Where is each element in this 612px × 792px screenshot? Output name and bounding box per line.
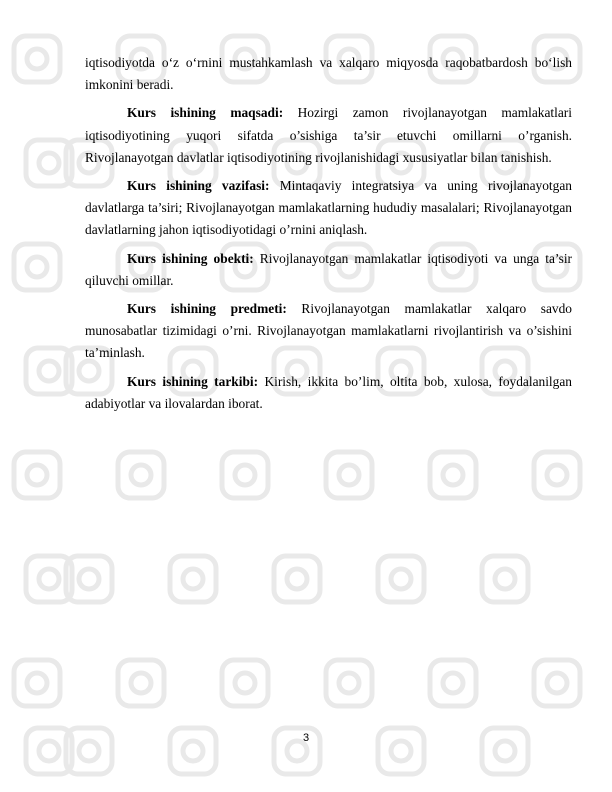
watermark-logo-icon: [20, 342, 78, 400]
paragraph-tasks: [85, 175, 572, 242]
watermark-logo-icon: [268, 722, 326, 780]
paragraph-object: [85, 248, 572, 292]
watermark-logo-icon: [372, 550, 430, 608]
watermark-logo-icon: [216, 446, 274, 504]
watermark-logo-icon: [424, 446, 482, 504]
paragraph-label: Kurs ishining vazifasi:: [127, 178, 270, 194]
paragraph-text: Hozirgi zamon rivojlanayotgan mamlakatlari iqtisodiyotining yuqori sifatda o’sishiga ta’sir etuvchi omillarni o’rganish. Rivojlanayotgan davlatlar iqtisodiyotining rivojlanishidagi xususiyatlar bilan tanishish.: [85, 105, 572, 165]
paragraph-label: Kurs ishining predmeti:: [127, 301, 287, 317]
watermark-logo-icon: [320, 654, 378, 712]
paragraph-intro-continuation: [85, 52, 572, 96]
watermark-logo-icon: [320, 446, 378, 504]
paragraph-label: Kurs ishining tarkibi:: [127, 373, 259, 389]
paragraph-text: Kirish, ikkita bo’lim, oltita bob, xulosa, foydalanilgan adabiyotlar va ilovalardan iborat.: [85, 373, 572, 411]
watermark-logo-icon: [8, 238, 66, 296]
paragraph-text: Mintaqaviy integratsiya va uning rivojlanayotgan davlatlarga ta’siri; Rivojlanayotgan mamlakatlarning hududiy masalalari; Rivojlanayotgan davlatlarning jahon iqtisodiyotidagi o’rnini aniqlash.: [85, 178, 572, 238]
watermark-logo-icon: [20, 722, 78, 780]
watermark-logo-icon: [20, 134, 78, 192]
paragraph-text: Rivojlanayotgan mamlakatlar iqtisodiyoti va unga ta’sir qiluvchi omillar.: [85, 250, 573, 288]
document-body: [85, 52, 572, 421]
watermark-logo-icon: [164, 550, 222, 608]
watermark-logo-icon: [528, 654, 586, 712]
watermark-logo-icon: [112, 654, 170, 712]
page-number: 3: [302, 732, 310, 744]
paragraph-label: Kurs ishining obekti:: [127, 250, 254, 266]
watermark-logo-icon: [528, 446, 586, 504]
paragraph-structure: [85, 371, 572, 415]
watermark-logo-icon: [20, 550, 78, 608]
watermark-logo-icon: [476, 550, 534, 608]
watermark-logo-icon: [8, 446, 66, 504]
watermark-logo-icon: [60, 550, 118, 608]
paragraph-subject: [85, 298, 572, 365]
paragraph-text: iqtisodiyotda o‘z o‘rnini mustahkamlash va xalqaro miqyosda raqobatbardosh bo‘lish imkonini beradi.: [85, 55, 572, 93]
watermark-logo-icon: [60, 722, 118, 780]
watermark-logo-icon: [112, 446, 170, 504]
watermark-logo-icon: [476, 722, 534, 780]
paragraph-label: Kurs ishining maqsadi:: [127, 105, 284, 121]
watermark-logo-icon: [164, 722, 222, 780]
paragraph-text: Rivojlanayotgan mamlakatlar xalqaro savdo munosabatlar tizimidagi o’rni. Rivojlanayotgan mamlakatlarni rivojlantirish va o’sishini ta’minlash.: [85, 301, 572, 361]
watermark-logo-icon: [8, 654, 66, 712]
watermark-logo-icon: [268, 550, 326, 608]
watermark-logo-icon: [424, 654, 482, 712]
watermark-logo-icon: [8, 30, 66, 88]
watermark-logo-icon: [216, 654, 274, 712]
watermark-logo-icon: [372, 722, 430, 780]
paragraph-goal: [85, 102, 572, 169]
